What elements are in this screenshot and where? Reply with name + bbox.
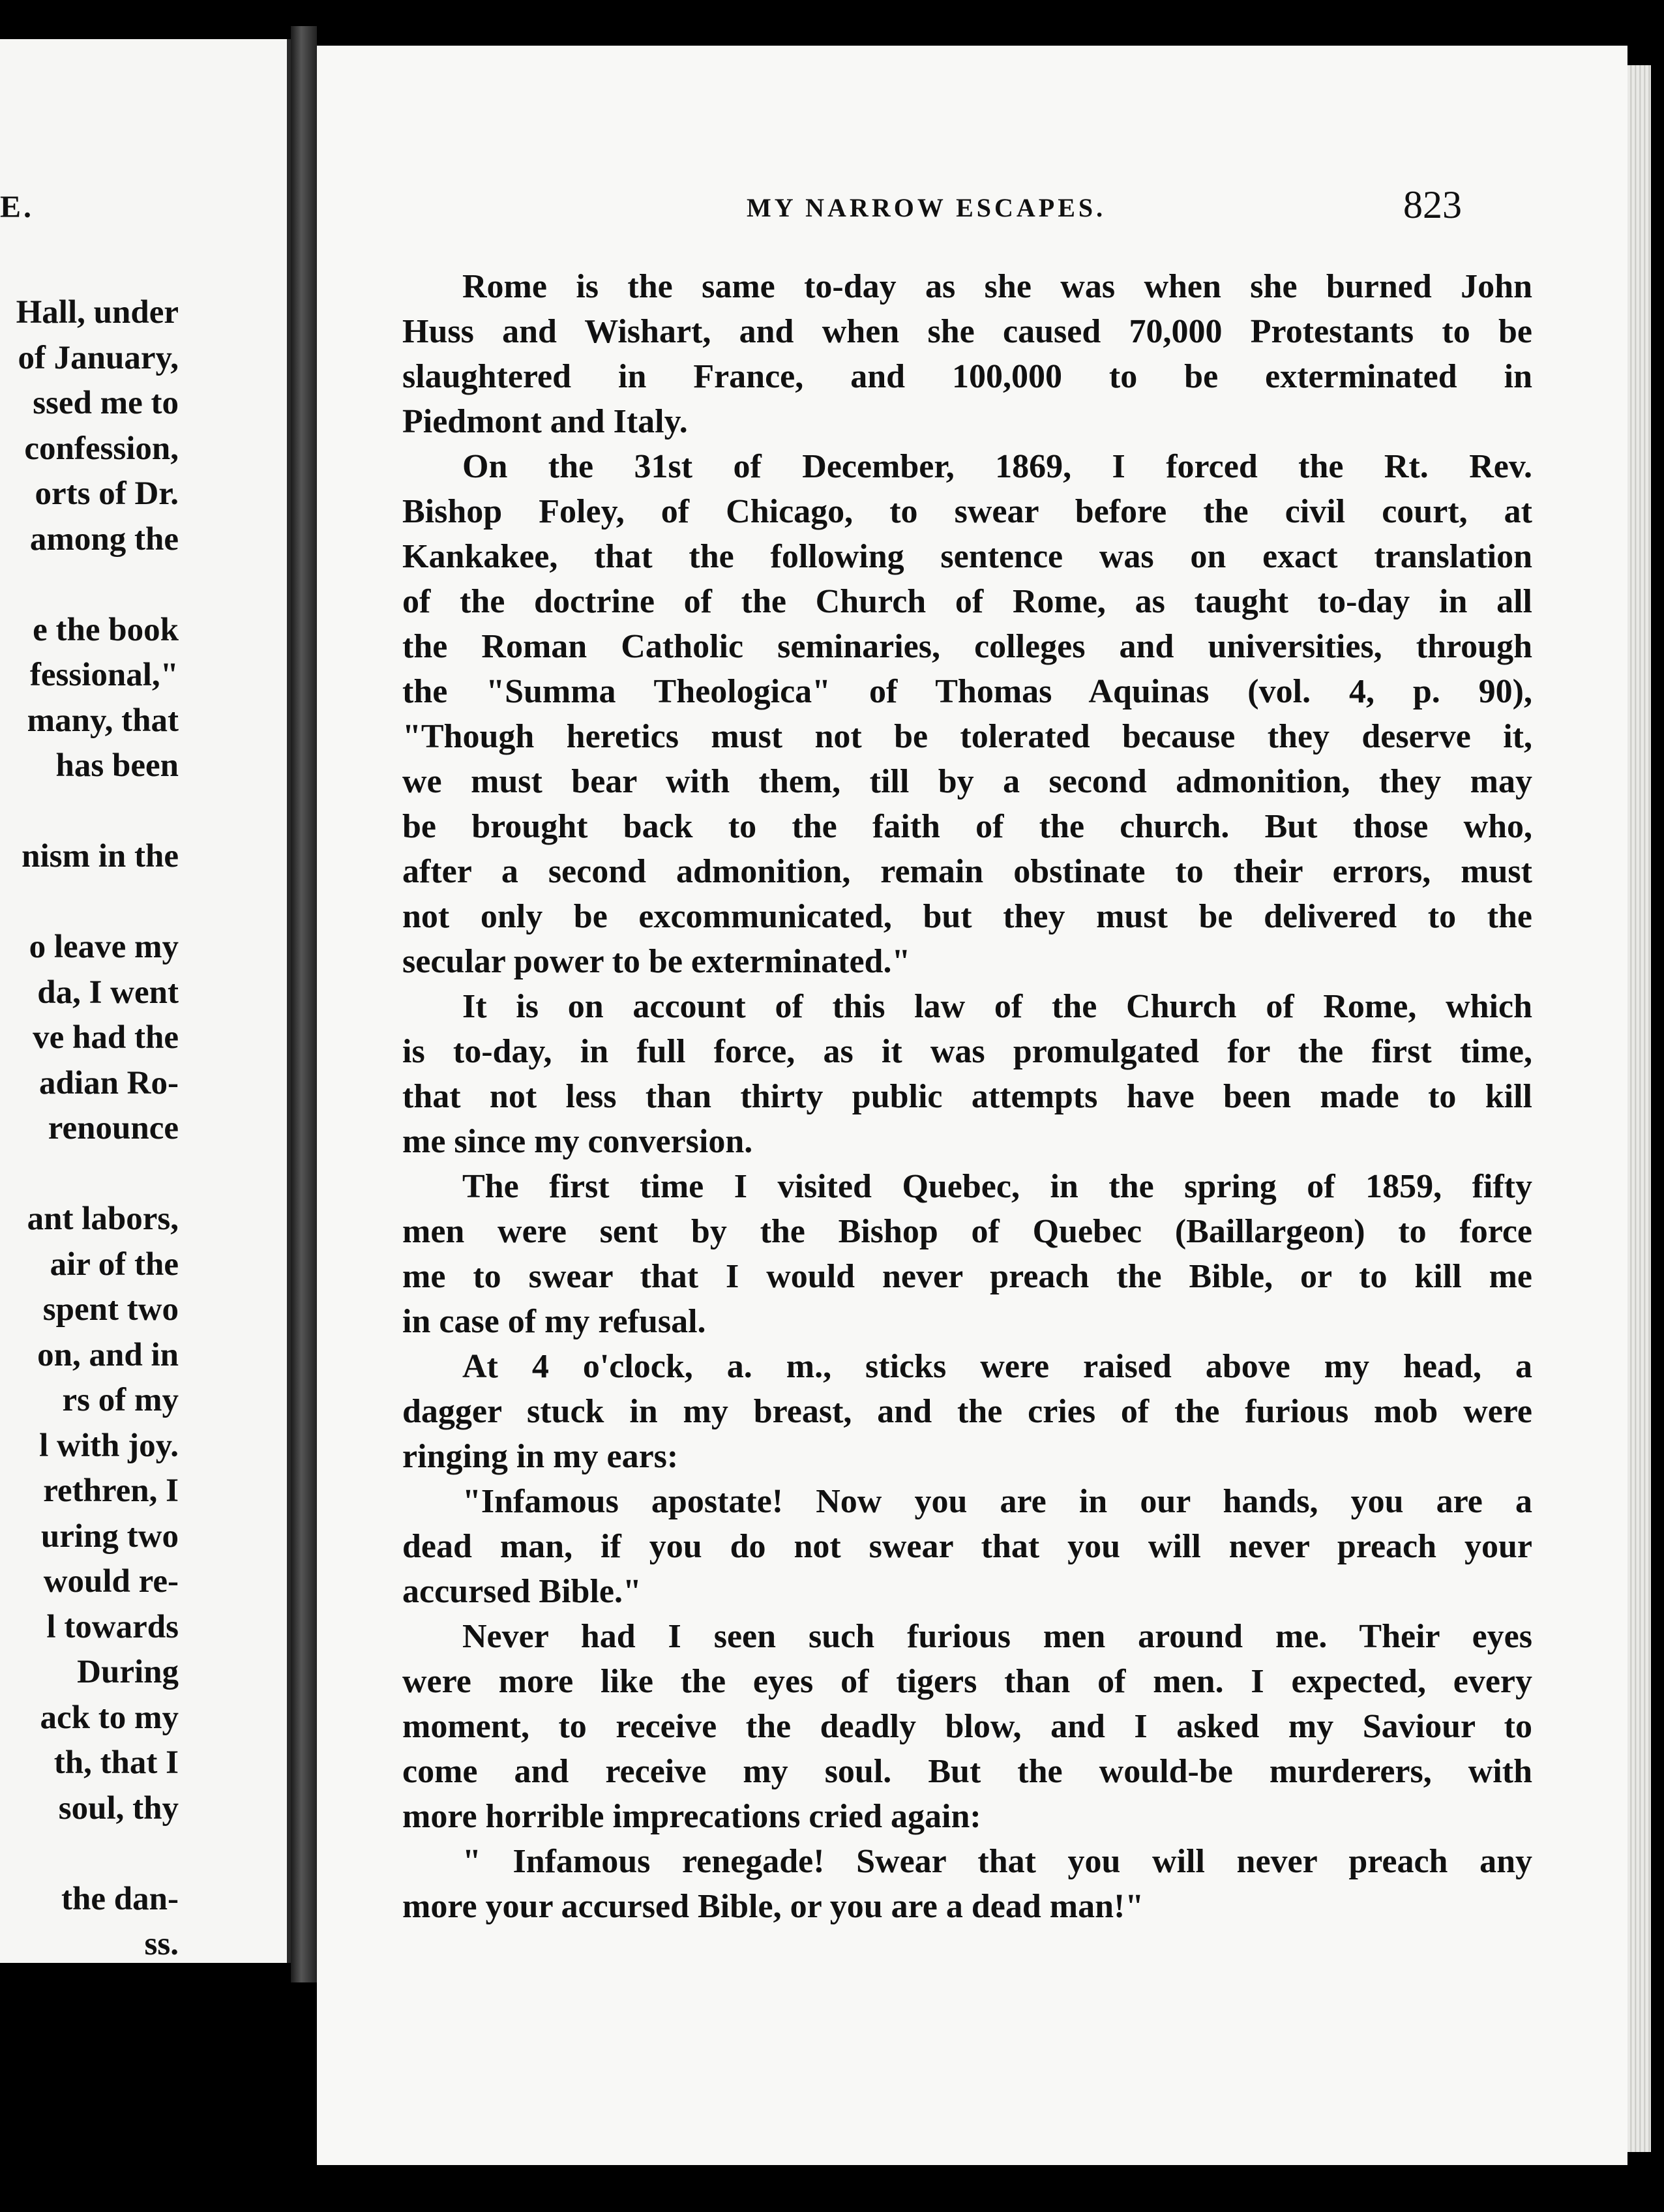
text-line: the Roman Catholic seminaries, colleges and universities, through <box>402 628 1532 665</box>
facing-page-line: l with joy. <box>39 1427 179 1464</box>
facing-page-line: of January, <box>18 339 179 376</box>
text-line: is to-day, in full force, as it was promulgated for the first time, <box>402 1033 1532 1070</box>
facing-page-line: orts of Dr. <box>35 475 179 512</box>
facing-page-line <box>0 789 179 835</box>
facing-page-line: nism in the <box>22 838 179 874</box>
text-line: that not less than thirty public attempts have been made to kill <box>402 1078 1532 1115</box>
text-line: Piedmont and Italy. <box>402 403 688 440</box>
text-line: come and receive my soul. But the would-be murderers, with <box>402 1753 1532 1790</box>
facing-page-line: fessional," <box>29 657 179 693</box>
text-line: Bishop Foley, of Chicago, to swear before the civil court, at <box>402 493 1532 530</box>
text-line: dead man, if you do not swear that you will never preach your <box>402 1528 1532 1565</box>
facing-page-line: ve had the <box>33 1019 179 1056</box>
facing-page-line: has been <box>55 747 179 784</box>
text-line: men were sent by the Bishop of Quebec (Baillargeon) to force <box>402 1213 1532 1250</box>
text-line: be brought back to the faith of the church. But those who, <box>402 808 1532 845</box>
facing-page-fragment <box>0 39 291 1963</box>
facing-page-line: ant labors, <box>27 1201 179 1237</box>
facing-page-line: rethren, I <box>43 1472 179 1509</box>
paragraph <box>402 984 1532 1164</box>
text-line: slaughtered in France, and 100,000 to be exterminated in <box>402 358 1532 395</box>
text-line: ringing in my ears: <box>402 1438 679 1475</box>
text-line: dagger stuck in my breast, and the cries of the furious mob were <box>402 1393 1532 1430</box>
text-line: me since my conversion. <box>402 1123 753 1160</box>
facing-page-line: the dan- <box>61 1880 179 1917</box>
facing-page-line: confession, <box>24 430 179 467</box>
facing-page-line: renounce <box>48 1110 179 1146</box>
facing-page-text <box>0 290 179 1963</box>
paragraph <box>402 264 1532 444</box>
text-line: "Infamous apostate! Now you are in our hands, you are a <box>462 1483 1532 1520</box>
facing-page-line: adian Ro- <box>39 1064 179 1101</box>
running-head: MY NARROW ESCAPES. <box>747 193 1107 222</box>
facing-page-line: spent two <box>42 1291 179 1328</box>
facing-page-line: e the book <box>33 611 179 648</box>
page-edges <box>1627 65 1651 2152</box>
facing-page-line: soul, thy <box>58 1789 179 1827</box>
text-line: me to swear that I would never preach the Bible, or to kill me <box>402 1258 1532 1295</box>
text-line: after a second admonition, remain obstinate to their errors, must <box>402 853 1532 890</box>
page-number: 823 <box>1403 183 1462 226</box>
facing-page-line: uring two <box>40 1517 179 1555</box>
text-line: of the doctrine of the Church of Rome, as taught to-day in all <box>402 583 1532 620</box>
text-line: we must bear with them, till by a second admonition, they may <box>402 763 1532 800</box>
book-gutter <box>291 26 317 1982</box>
text-line: The first time I visited Quebec, in the spring of 1859, fifty <box>462 1168 1532 1205</box>
text-line: At 4 o'clock, a. m., sticks were raised above my head, a <box>462 1348 1532 1385</box>
paragraph <box>402 1164 1532 1344</box>
body-text <box>402 264 1532 1929</box>
facing-page-line: ack to my <box>40 1699 179 1736</box>
facing-page-line: many, that <box>27 702 179 739</box>
facing-page-line: ss. <box>144 1926 179 1962</box>
text-line: more horrible imprecations cried again: <box>402 1798 981 1835</box>
facing-page-line <box>0 880 179 925</box>
paragraph <box>402 1479 1532 1614</box>
facing-page-line: o leave my <box>29 929 179 965</box>
facing-page-line: air of the <box>50 1246 179 1283</box>
facing-page-line <box>0 562 179 608</box>
text-line: It is on account of this law of the Church of Rome, which <box>462 988 1532 1025</box>
facing-page-line: on, and in <box>37 1336 179 1373</box>
facing-page-line <box>0 1831 179 1877</box>
text-line: Huss and Wishart, and when she caused 70,000 Protestants to be <box>402 313 1532 350</box>
paragraph <box>402 444 1532 984</box>
text-line: not only be excommunicated, but they must be delivered to the <box>402 898 1532 935</box>
book-page <box>317 46 1627 2165</box>
paragraph <box>402 1839 1532 1929</box>
facing-page-line: among the <box>29 520 179 558</box>
facing-page-line: Hall, under <box>16 294 179 331</box>
text-line: more your accursed Bible, or you are a dead man!" <box>402 1888 1144 1925</box>
text-line: in case of my refusal. <box>402 1303 706 1340</box>
facing-page-line <box>0 1152 179 1197</box>
text-line: accursed Bible." <box>402 1573 642 1610</box>
paragraph <box>402 1614 1532 1839</box>
facing-page-line: th, that I <box>53 1744 179 1781</box>
text-line: On the 31st of December, 1869, I forced the Rt. Rev. <box>462 448 1532 485</box>
text-line: " Infamous renegade! Swear that you will never preach any <box>462 1843 1532 1880</box>
text-line: secular power to be exterminated." <box>402 943 911 980</box>
text-line: Rome is the same to-day as she was when she burned John <box>462 268 1532 305</box>
facing-page-line: would re- <box>43 1563 179 1600</box>
facing-page-line: da, I went <box>37 974 179 1011</box>
text-line: Never had I seen such furious men around me. Their eyes <box>462 1618 1532 1655</box>
text-line: moment, to receive the deadly blow, and I asked my Saviour to <box>402 1708 1532 1745</box>
facing-page-line: l towards <box>46 1608 179 1645</box>
facing-page-line: ssed me to <box>33 385 179 421</box>
text-line: Kankakee, that the following sentence was on exact translation <box>402 538 1532 575</box>
paragraph <box>402 1344 1532 1479</box>
facing-page-line: During <box>77 1654 179 1690</box>
facing-page-line: rs of my <box>62 1382 179 1418</box>
text-line: the "Summa Theologica" of Thomas Aquinas (vol. 4, p. 90), <box>402 673 1532 710</box>
text-line: "Though heretics must not be tolerated because they deserve it, <box>402 718 1532 755</box>
facing-page-running-head: E. <box>0 190 35 224</box>
text-line: were more like the eyes of tigers than of men. I expected, every <box>402 1663 1532 1700</box>
